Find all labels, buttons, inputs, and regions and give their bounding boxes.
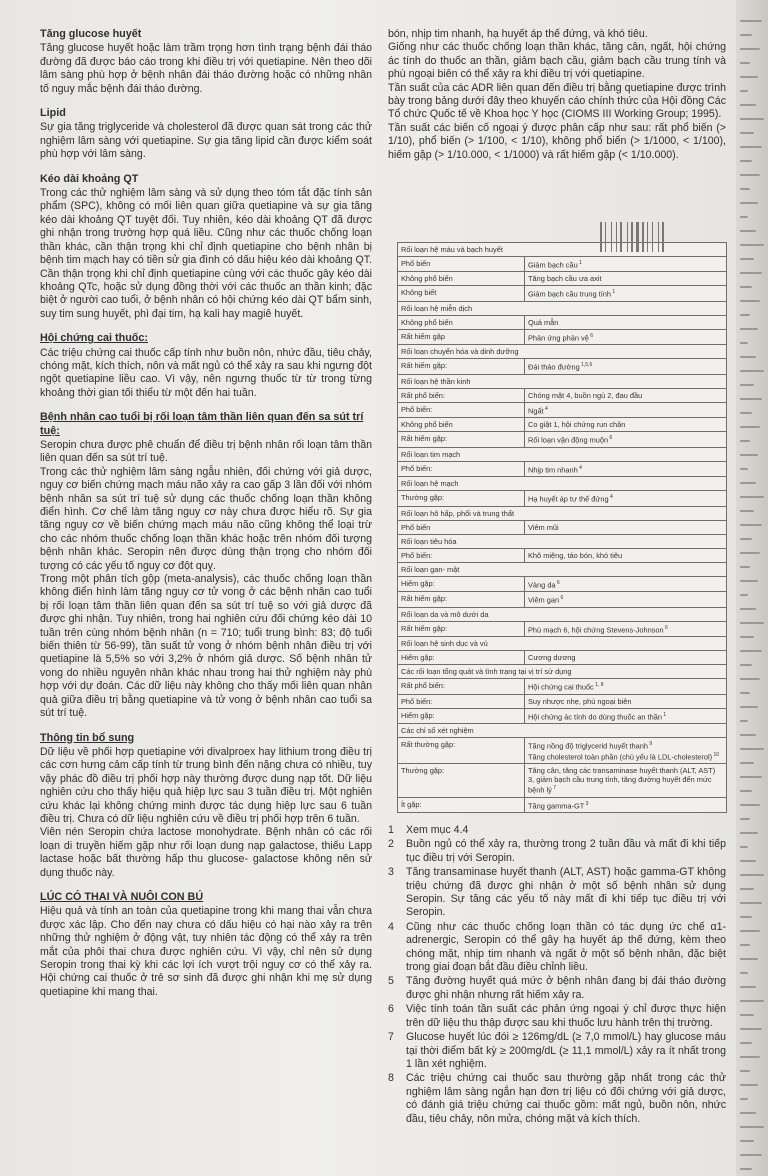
footnote-item — [388, 824, 726, 837]
category-cell: Các chỉ số xét nghiệm — [398, 724, 727, 738]
category-cell: Rối loạn hệ sinh dục và vú — [398, 637, 727, 651]
table-row — [398, 764, 727, 797]
frequency-cell: Ít gặp: — [398, 797, 525, 812]
frequency-cell: Thường gặp: — [398, 764, 525, 797]
section-heading: Tăng glucose huyết — [40, 28, 142, 40]
table-row — [398, 359, 727, 374]
footnote-text: Cũng như các thuốc chống loạn thần có tác dụng ức chế α1-adrenergic, Seropin có thể gây hạ huyết áp thế đứng, kèm theo chóng mặt, nhịp tim nhanh và ngất ở một số bệnh nhân, đặc biệt trong giai đoạn bắt đầu điều chỉnh liều. — [406, 920, 726, 974]
effect-cell: Phù mạch 6, hội chứng Stevens-Johnson $^6$ — [525, 621, 727, 636]
footnote-text: Buồn ngủ có thể xảy ra, thường trong 2 tuần đầu và mất đi khi tiếp tục điều trị với Seropin. — [406, 838, 726, 864]
effect-cell: Viêm mũi — [525, 520, 727, 534]
footnote-number: 6 — [388, 1003, 394, 1016]
effect-cell: Co giật 1, hội chứng run chân — [525, 418, 727, 432]
section-heading: Kéo dài khoảng QT — [40, 172, 139, 185]
footnote-list — [388, 824, 726, 1127]
frequency-cell: Phổ biến: — [398, 548, 525, 562]
section-paragraph: Viên nén Seropin chứa lactose monohydrate. Bệnh nhân có các rối loạn di truyền hiếm gặp như rối loạn dung nạp galactose, thiếu Lapp lactase hoặc bất thường hấp thu glucose- galactose không nên sử dụng thuốc này. — [40, 826, 372, 879]
effect-cell: Quá mẫn — [525, 315, 727, 329]
footnote-number: 5 — [388, 975, 394, 988]
table-category-row — [398, 243, 727, 257]
effect-cell: Suy nhược nhẹ, phù ngoại biên — [525, 694, 727, 708]
table-category-row — [398, 562, 727, 576]
effect-cell: Tăng gamma-GT $^3$ — [525, 797, 727, 812]
frequency-cell: Rất hiếm gặp: — [398, 432, 525, 447]
footnote-text: Tăng transaminase huyết thanh (ALT, AST) hoặc gamma-GT không triệu chứng đã được ghi nhận ở một số bệnh nhân sử dụng Seropin. Sự tăng các yếu tố này mất đi khi tiếp tục điều trị với Seropin. — [406, 866, 726, 919]
category-cell: Rối loạn hệ miễn dịch — [398, 301, 727, 315]
section-heading: Lipid — [40, 107, 66, 120]
effect-cell: Giảm bạch cầu $^1$ — [525, 257, 727, 272]
effect-cell: Chóng mặt 4, buồn ngủ 2, đau đầu — [525, 388, 727, 402]
adr-frequency-table — [397, 242, 727, 813]
section-paragraph: Trong các thử nghiệm lâm sàng và sử dụng theo tóm tắt đặc tính sản phẩm (SPC), không có mối liên quan giữa quetiapine và sự gia tăng kéo dài khoảng QT tuyệt đối. Tuy nhiên, kéo dài khoảng QT đã được ghi nhận trong trường hợp quá liều. Cũng như các thuốc chống loạn thần khác, cần thận trọng khi chỉ định quetiapine cho bệnh nhân bị bệnh tim mạch hay có tiền sử gia đình có dấu hiệu kéo dài khoảng QT. Cần thận trọng khi chỉ định quetiapine cùng với các thuốc gây kéo dài khoảng QTc, hoặc sử dụng đồng thời với các thuốc an thần kinh; đặc biệt ở người cao tuổi, ở bệnh nhân có hội chứng kéo dài QT bẩm sinh, suy tim sung huyết, phì đại tim, hạ kali hay magiê huyết. — [40, 187, 372, 320]
frequency-cell: Phổ biến: — [398, 402, 525, 417]
effect-cell: Khô miệng, táo bón, khó tiêu — [525, 548, 727, 562]
frequency-cell: Phổ biến: — [398, 694, 525, 708]
barcode-graphic — [600, 222, 658, 252]
right-column — [388, 28, 726, 162]
effect-cell: Tăng bạch cầu ưa axit — [525, 272, 727, 286]
effect-cell: Hội chứng ác tính do dùng thuốc an thần $^1$ — [525, 708, 727, 723]
effect-cell: Tăng nồng độ triglycerid huyết thanh $^9$ Tăng cholesterol toàn phần (chủ yếu là LDL-cholesterol) $^{10}$ — [525, 738, 727, 764]
frequency-cell: Rất hiếm gặp: — [398, 359, 525, 374]
effect-cell: Rối loạn vận động muộn $^6$ — [525, 432, 727, 447]
table-row — [398, 679, 727, 694]
section-paragraph: Dữ liệu về phối hợp quetiapine với divalproex hay lithium trong điều trị các cơn hưng cảm cấp tính từ trung bình đến nặng chưa có nhiều, tuy vậy phác đồ điều trị phối hợp này thường được dung nạp tốt. Dữ liệu nghiên cứu cho thấy hiệu quả hiệp lực sau 3 tuần điều trị. Một nghiên cứu khác lại không chứng minh được tác dụng hiệp lực sau 6 tuần điều trị. Chưa có dữ liệu nghiên cứu về điều trị phối hợp trên 6 tuần. — [40, 745, 372, 825]
table-row — [398, 738, 727, 764]
frequency-cell: Rất hiếm gặp: — [398, 621, 525, 636]
effect-cell: Hạ huyết áp tư thế đứng $^4$ — [525, 491, 727, 506]
section-paragraph: Seropin chưa được phê chuẩn để điều trị bệnh nhân rối loạn tâm thần liên quan đến sa sút trí tuệ. — [40, 438, 372, 465]
section-paragraph: Các triệu chứng cai thuốc cấp tính như buồn nôn, nhức đầu, tiêu chảy, chóng mặt, kích thích, nôn và mất ngủ có thể xảy ra sau khi ngưng đột ngột quetiapine liều cao. Vì vậy, nên ngưng thuốc từ từ trong từng khoảng thời gian tối thiểu từ một đến hai tuần. — [40, 346, 372, 399]
table-row — [398, 694, 727, 708]
effect-cell: Cương dương — [525, 651, 727, 665]
category-cell: Các rối loạn tổng quát và tình trạng tại vị trí sử dụng — [398, 665, 727, 679]
footnote-text: Xem mục 4.4 — [406, 824, 469, 836]
table-row — [398, 272, 727, 286]
effect-cell: Phản ứng phản vệ $^6$ — [525, 329, 727, 344]
category-cell: Rối loạn chuyển hóa và dinh dưỡng — [398, 345, 727, 359]
table-row — [398, 257, 727, 272]
intro-paragraph: bón, nhịp tim nhanh, hạ huyết áp thế đứng, và khó tiêu. — [388, 28, 648, 40]
frequency-cell: Hiếm gặp: — [398, 708, 525, 723]
table-category-row — [398, 506, 727, 520]
footnote-item — [388, 838, 726, 865]
table-row — [398, 548, 727, 562]
section-paragraph: Trong một phân tích gộp (meta-analysis), các thuốc chống loạn thần không điển hình làm tăng nguy cơ tử vong ở các bệnh nhân cao tuổi bị rối loạn tâm thần liên quan đến sa sút trí tuệ so với giả dược đã được ghi nhận. Tuy nhiên, trong hai nghiên cứu đối chứng kéo dài 10 tuần trên cùng nhóm bệnh nhân (n = 710; tuổi trung bình: 83; độ tuổi biến thiên từ 56-99), tần suất tử vong ở nhóm bệnh nhân điều trị với quetiapine là 5,5% so với 3,2% ở nhóm giả dược. Số bệnh nhân tử vong do nhiều nguyên nhân khác nhau trong hai thử nghiệm này phù hợp với dự đoán. Các dữ liệu này không cho thấy mối liên quan nhân quả giữa điều trị bằng quetiapine và tử vong ở bệnh nhân cao tuổi sa sút trí tuệ. — [40, 573, 372, 720]
frequency-cell: Rất hiếm gặp: — [398, 592, 525, 607]
footnote-number: 3 — [388, 866, 394, 879]
category-cell: Rối loạn tiêu hóa — [398, 534, 727, 548]
section-paragraph: Hiệu quả và tính an toàn của quetiapine trong khi mang thai vẫn chưa được xác lập. Cho đến nay chưa có dấu hiệu có hại nào xảy ra trên những thử nghiệm ở động vật, tuy nhiên tác động có thể xảy ra trên mắt của phôi thai chưa được nghiên cứu. Vì vậy, chỉ nên sử dụng Seropin trong thai kỳ khi các lợi ích vượt trội nguy cơ có thể xảy ra. Hội chứng cai thuốc ở trẻ sơ sinh đã được ghi nhận khi mẹ sử dụng quetiapine khi mang thai. — [40, 905, 372, 998]
frequency-cell: Không phổ biến — [398, 272, 525, 286]
footnote-number: 1 — [388, 824, 394, 836]
effect-cell: Vàng da $^6$ — [525, 576, 727, 591]
category-cell: Rối loạn da và mô dưới da — [398, 607, 727, 621]
category-cell: Rối loạn hệ mạch — [398, 477, 727, 491]
table-row — [398, 329, 727, 344]
footnote-item — [388, 1003, 726, 1030]
table-row — [398, 621, 727, 636]
table-category-row — [398, 665, 727, 679]
table-category-row — [398, 301, 727, 315]
footnote-item — [388, 866, 726, 920]
section-paragraph: Trong các thử nghiệm lâm sàng ngẫu nhiên, đối chứng với giả dược, nguy cơ biến chứng mạch máu não xảy ra cao gấp 3 lần đối với nhóm bệnh nhân sa sút trí tuệ sử dụng các thuốc chống loạn thần không điển hình. Cơ chế làm tăng nguy cơ này chưa được hiểu rõ. Sự gia tăng nguy cơ về biến chứng mạch máu não cũng không thể loại trừ cho các nhóm thuốc chống loạn thần khác hoặc trên nhóm đối tượng bệnh nhân khác. Seropin nên được dùng thận trọng cho nhóm đối tượng có các yếu tố nguy cơ đột quỵ. — [40, 465, 372, 572]
effect-cell: Viêm gan $^6$ — [525, 592, 727, 607]
intro-paragraph: Giống như các thuốc chống loạn thần khác, tăng cân, ngất, hội chứng ác tính do thuốc an thần, giảm bạch cầu, giảm bạch cầu trung tính và phù ngoại biên có thể xảy ra khi điều trị với quetiapine. — [388, 41, 726, 81]
table-row — [398, 315, 727, 329]
frequency-cell: Rất thường gặp: — [398, 738, 525, 764]
footnote-number: 8 — [388, 1072, 394, 1085]
table-row — [398, 708, 727, 723]
footnote-number: 4 — [388, 920, 394, 933]
section-heading: Thông tin bổ sung — [40, 731, 135, 744]
frequency-cell: Rất hiếm gặp — [398, 329, 525, 344]
table-row — [398, 402, 727, 417]
footnote-item — [388, 1072, 726, 1126]
right-intro — [388, 28, 726, 162]
table-row — [398, 432, 727, 447]
table-row — [398, 418, 727, 432]
table-row — [398, 520, 727, 534]
table-row — [398, 797, 727, 812]
frequency-cell: Không biết — [398, 286, 525, 301]
intro-paragraph: Tần suất các biến cố ngoại ý được phân cấp như sau: rất phổ biến (> 1/10), phổ biến (> 1/100, < 1/10), không phổ biến (> 1/1000, < 1/100), hiếm gặp (> 1/10.000, < 1/1000) và rất hiếm gặp (< 1/10.000). — [388, 121, 726, 161]
effect-cell: Đái tháo đường $^{1,5,6}$ — [525, 359, 727, 374]
table-row — [398, 461, 727, 476]
effect-cell: Hội chứng cai thuốc $^{1, 8}$ — [525, 679, 727, 694]
effect-cell: Tăng cân, tăng các transaminase huyết thanh (ALT, AST) 3, giảm bạch cầu trung tính, tăng đường huyết đến mức bệnh lý $^7$ — [525, 764, 727, 797]
table-row — [398, 592, 727, 607]
frequency-cell: Rất phổ biến: — [398, 679, 525, 694]
frequency-cell: Thường gặp: — [398, 491, 525, 506]
frequency-cell: Rất phổ biến: — [398, 388, 525, 402]
adjacent-page-edge — [736, 0, 768, 1176]
footnote-text: Glucose huyết lúc đói ≥ 126mg/dL (≥ 7,0 mmol/L) hay glucose máu tại thời điểm bất kỳ ≥ 200mg/dL (≥ 11,1 mmol/L) xảy ra ít nhất trong 1 lần xét nghiệm. — [406, 1031, 726, 1070]
table-row — [398, 576, 727, 591]
effect-cell: Giảm bạch cầu trung tính $^1$ — [525, 286, 727, 301]
table-row — [398, 491, 727, 506]
effect-cell: Nhịp tim nhanh $^4$ — [525, 461, 727, 476]
section-paragraph: Tăng glucose huyết hoặc làm trầm trọng hơn tình trạng bệnh đái tháo đường đã được báo cáo trong khi điều trị với quetiapine. Nên theo dõi lâm sàng phù hợp ở bệnh nhân đái tháo đường hoặc có những nhân tố nguy mắc bệnh đái tháo đường. — [40, 42, 372, 95]
table-category-row — [398, 607, 727, 621]
category-cell: Rối loạn hô hấp, phổi và trung thất — [398, 506, 727, 520]
table-category-row — [398, 724, 727, 738]
footnote-number: 2 — [388, 838, 394, 851]
section-heading: LÚC CÓ THAI VÀ NUÔI CON BÚ — [40, 890, 204, 903]
frequency-cell: Hiếm gặp: — [398, 576, 525, 591]
table-category-row — [398, 345, 727, 359]
table-category-row — [398, 534, 727, 548]
footnote-item — [388, 1031, 726, 1071]
frequency-cell: Phổ biến: — [398, 461, 525, 476]
table-row — [398, 286, 727, 301]
section-heading: Hội chứng cai thuốc: — [40, 332, 148, 345]
footnote-text: Các triệu chứng cai thuốc sau thường gặp nhất trong các thử nghiệm lâm sàng ngắn hạn đơn trị liệu có đối chứng với giả dược, có đánh giá triệu chứng cai thuốc gồm: mất ngủ, buồn nôn, nhức đầu, tiêu chảy, nôn mửa, chóng mặt và kích thích. — [406, 1072, 726, 1125]
frequency-cell: Không phổ biến — [398, 315, 525, 329]
section-paragraph: Sự gia tăng triglyceride và cholesterol đã được quan sát trong các thử nghiệm lâm sàng với quetiapine. Sự gia tăng lipid cần được kiểm soát phù hợp với lâm sàng. — [40, 121, 372, 161]
frequency-cell: Phổ biến — [398, 257, 525, 272]
intro-paragraph: Tần suất của các ADR liên quan đến điều trị bằng quetiapine được trình bày trong bảng dưới đây theo khuyến cáo chính thức của Hội đồng Các Tổ chức Quốc tế về Khoa học Y học (CIOMS III Working Group; 1995). — [388, 81, 726, 121]
table-category-row — [398, 374, 727, 388]
category-cell: Rối loạn hệ máu và bạch huyết — [398, 243, 727, 257]
table-category-row — [398, 447, 727, 461]
footnote-text: Việc tính toán tần suất các phản ứng ngoại ý chỉ được thực hiện trên dữ liệu thu thập được sau khi thuốc lưu hành trên thị trường. — [406, 1003, 726, 1029]
section-heading: Bệnh nhân cao tuổi bị rối loạn tâm thần liên quan đến sa sút trí tuệ: — [40, 411, 364, 437]
frequency-cell: Không phổ biến — [398, 418, 525, 432]
category-cell: Rối loạn hệ thần kinh — [398, 374, 727, 388]
category-cell: Rối loạn gan- mật — [398, 562, 727, 576]
table-category-row — [398, 477, 727, 491]
left-column — [40, 28, 372, 999]
footnote-item — [388, 921, 726, 975]
footnote-text: Tăng đường huyết quá mức ở bệnh nhân đang bị đái tháo đường được ghi nhận nhưng rất hiếm xảy ra. — [406, 975, 726, 1001]
footnote-item — [388, 975, 726, 1002]
frequency-cell: Phổ biến — [398, 520, 525, 534]
effect-cell: Ngất $^4$ — [525, 402, 727, 417]
frequency-cell: Hiếm gặp: — [398, 651, 525, 665]
table-row — [398, 388, 727, 402]
category-cell: Rối loạn tim mạch — [398, 447, 727, 461]
footnote-number: 7 — [388, 1031, 394, 1044]
table-row — [398, 651, 727, 665]
table-category-row — [398, 637, 727, 651]
